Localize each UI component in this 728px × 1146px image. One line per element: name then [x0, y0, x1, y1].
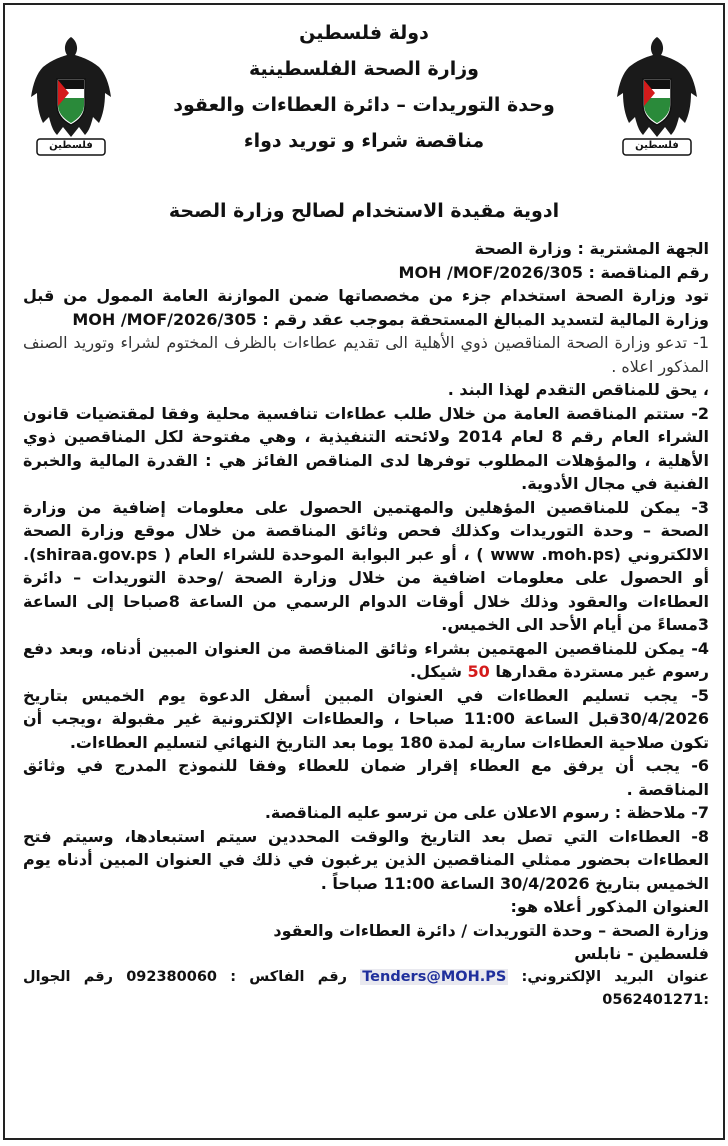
email-label: عنوان البريد الإلكتروني:	[508, 968, 709, 985]
palestine-emblem-right	[609, 27, 705, 167]
emblem-caption: فلسطين	[635, 140, 679, 151]
tender-subject: ادوية مقيدة الاستخدام لصالح وزارة الصحة	[168, 200, 560, 222]
address-line-2: فلسطين - نابلس	[574, 944, 709, 963]
clause-4-text-b: شيكل.	[410, 662, 468, 681]
emblem-caption: فلسطين	[49, 140, 93, 151]
clause-2: 2- ستتم المناقصة العامة من خلال طلب عطاءات تنافسية محلية وفقا لمقتضيات قانون الشراء العام رقم 8 لعام 2014 ولائحته التنفيذية ، وهي مفتوحة لكل المناقصين ذوي الأهلية ، والمؤهلات المطلوب توفرها لدى المناقص الفائز هي : القدرة المالية والخبرة الفنية في مجال الأدوية.	[23, 403, 710, 493]
address-line-1: وزارة الصحة – وحدة التوريدات / دائرة العطاءات والعقود	[273, 920, 709, 940]
intro-paragraph: تود وزارة الصحة استخدام جزء من مخصصاتها ضمن الموازنة العامة الممول من قبل وزارة المالية لتسديد المبالغ المستحقة بموجب عقد رقم : MOH /MOF/2026/305	[23, 286, 709, 329]
email-link[interactable]: Tenders@MOH.PS	[362, 968, 507, 985]
ministry-title: وزارة الصحة الفلسطينية	[249, 58, 479, 80]
buyer-line: الجهة المشترية : وزارة الصحة	[474, 239, 709, 258]
clause-5: 5- يجب تسليم العطاءات في العنوان المبين أسفل الدعوة يوم الخميس بتاريخ 30/4/2026قبل الساعة 11:00 صباحا ، والعطاءات الإلكترونية غير مقبولة ،ويجب أن تكون صلاحية العطاءات سارية لمدة 180 يوما بعد التاريخ النهائي لتسليم العطاءات.	[23, 685, 710, 752]
phone-fax: رقم الفاكس : 092380060 رقم الجوال :0562401271	[23, 968, 709, 1008]
letterhead	[125, 15, 603, 159]
clause-6: 6- يجب أن يرفق مع العطاء إقرار ضمان للعطاء وفقا للنموذج المدرج في وثائق المناقصة .	[23, 756, 709, 799]
tender-announcement	[3, 3, 725, 1140]
tender-type-title: مناقصة شراء و توريد دواء	[243, 130, 485, 152]
department-title: وحدة التوريدات – دائرة العطاءات والعقود	[173, 94, 555, 116]
clause-8: 8- العطاءات التي تصل بعد التاريخ والوقت المحددين سيتم استبعادها، وسيتم فتح العطاءات بحضور ممثلي المناقصين الذين يرغبون في ذلك في العنوان المبين أدناه يوم الخميس بتاريخ 30/4/2026 الساعة 11:00 صباحاً .	[23, 826, 709, 893]
address-title: العنوان المذكور أعلاه هو:	[510, 897, 709, 916]
contact-line	[23, 966, 709, 1013]
clause-4-text-a: 4- يمكن للمناقصين المهتمين بشراء وثائق المناقصة من العنوان المبين أدناه، وبعد دفع رسوم غير مستردة مقدارها	[23, 638, 709, 681]
clause-4	[23, 637, 709, 684]
clause-1: 1- تدعو وزارة الصحة المناقصين ذوي الأهلية الى تقديم عطاءات بالظرف المختوم لشراء وتوريد الصنف المذكور اعلاه .	[23, 333, 709, 376]
clause-3: 3- يمكن للمناقصين المؤهلين والمهتمين الحصول على معلومات إضافية من وزارة الصحة – وحدة التوريدات وكذلك فحص وثائق المناقصة من خلال موقع وزارة الصحة الالكتروني (www .moh.ps ) ، أو عبر البوابة الموحدة للشراء العام ( shiraa.gov.ps). أو الحصول على معلومات اضافية من خلال وزارة الصحة /وحدة التوريدات – دائرة العطاءات والعقود وذلك خلال أوقات الدوام الرسمي من الساعة 8صباحا إلى الساعة 3مساءً من أيام الأحد الى الخميس.	[23, 497, 709, 634]
tender-number-line: رقم المناقصة : MOH /MOF/2026/305	[398, 262, 709, 282]
clause-7: 7- ملاحظة : رسوم الاعلان على من ترسو عليه المناقصة.	[264, 803, 709, 822]
palestine-emblem-left	[23, 27, 119, 167]
country-title: دولة فلسطين	[299, 22, 429, 44]
fee-amount: 50	[467, 662, 490, 681]
clause-1-note: ، يحق للمناقص التقدم لهذا البند .	[447, 380, 709, 399]
announcement-body	[23, 237, 709, 1013]
